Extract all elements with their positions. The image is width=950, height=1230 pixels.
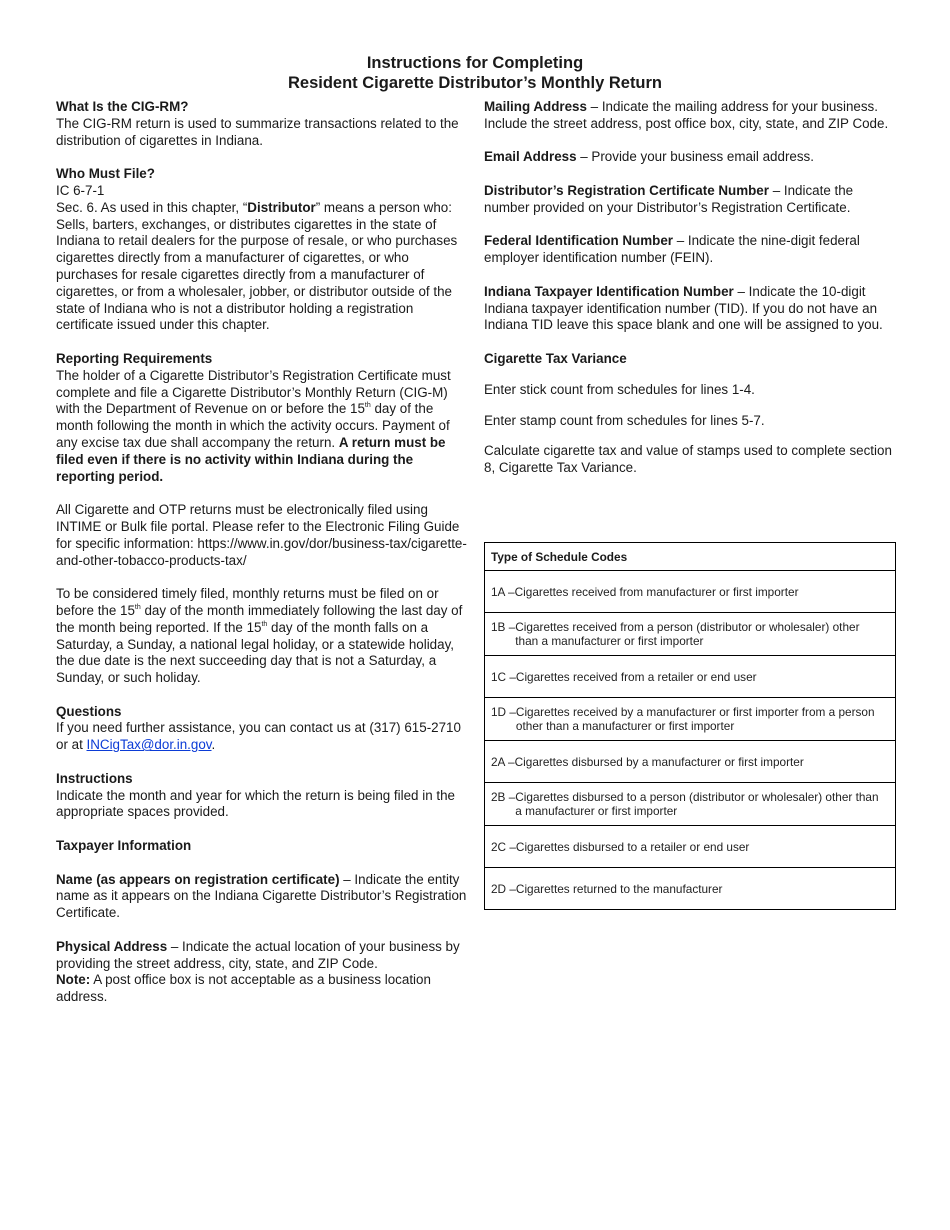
name-label: Name (as appears on registration certificate) [56, 871, 340, 887]
section-mailing [484, 99, 896, 133]
reporting-sup: th [364, 402, 371, 410]
section-physical [56, 939, 468, 1006]
schedule-code: 1A – [491, 584, 515, 599]
table-row [485, 656, 895, 698]
schedule-code: 1B – [491, 620, 516, 634]
section-stamp [484, 413, 896, 430]
physical-label: Physical Address [56, 938, 168, 954]
schedule-description: Cigarettes disbursed to a person (distributor or wholesaler) other than a manufacturer or first importer [515, 790, 879, 818]
reporting-text-post: day of the month following the month in which the activity occurs. Payment of any excise tax due shall accompany the return. [56, 401, 450, 450]
table-row [485, 783, 895, 826]
schedule-code: 2C – [491, 839, 516, 854]
schedule-code: 2D – [491, 881, 516, 896]
questions-text: If you need further assistance, you can contact us at (317) 615-2710 or at [56, 720, 461, 753]
schedule-description: Cigarettes received from a retailer or end user [515, 669, 757, 684]
who-text-bold: Distributor [247, 199, 316, 215]
who-code: IC 6-7-1 [56, 182, 105, 198]
title-line-2: Resident Cigarette Distributor’s Monthly Return [287, 74, 663, 92]
contact-email-link[interactable]: INCigTax@dor.in.gov [86, 737, 212, 753]
reporting-text-bold: A return must be filed even if there is no activity within Indiana during the reporting period. [56, 434, 446, 484]
right-column [484, 99, 896, 494]
who-text-post: ” means a person who: Sells, barters, exchanges, or distributes cigarettes in the state of Indiana to retail dealers for the purpose of resale, or who purchases cigarettes directly from a manufacturer of cigarettes, or who purchases for resale cigarettes directly from a manufacturer of cigarettes, or from a wholesaler, jobber, or distributor outside of the state of Indiana who is not a distributor holding a registration certificate issued under this chapter. [56, 199, 458, 333]
section-efile [56, 502, 468, 569]
instructions-heading: Instructions [56, 770, 133, 786]
table-row [485, 826, 895, 868]
what-text: The CIG-RM return is used to summarize transactions related to the distribution of cigarettes in Indiana. [56, 115, 459, 148]
section-registration [484, 183, 896, 217]
schedule-codes-table [484, 542, 896, 910]
tid-label: Indiana Taxpayer Identification Number [484, 283, 734, 299]
schedule-description: Cigarettes received by a manufacturer or first importer from a person other than a manufacturer or first importer [515, 705, 875, 733]
who-text-pre: Sec. 6. As used in this chapter, “ [56, 199, 248, 215]
page-title [0, 53, 950, 93]
section-calc [484, 443, 896, 477]
table-row [485, 698, 895, 741]
fein-text: – Indicate the nine-digit federal employer identification number (FEIN). [484, 233, 860, 266]
stamp-text: Enter stamp count from schedules for lines 5-7. [484, 412, 765, 428]
schedule-code: 1D – [491, 705, 516, 719]
schedule-code: 2B – [491, 790, 516, 804]
taxpayer-heading: Taxpayer Information [56, 838, 192, 854]
section-who [56, 166, 468, 334]
physical-text: – Indicate the actual location of your business by providing the street address, city, state, and ZIP Code. [56, 938, 460, 971]
section-email [484, 149, 896, 166]
table-row [485, 571, 895, 613]
section-instructions [56, 771, 468, 821]
title-line-1: Instructions for Completing [366, 54, 584, 72]
timely-text-c: day of the month falls on a Saturday, a Sunday, a national legal holiday, or a statewide holiday, the due date is the next succeeding day that is not a Saturday, a Sunday, or such holiday. [56, 619, 455, 686]
registration-label: Distributor’s Registration Certificate Number [484, 182, 769, 198]
left-column [56, 99, 468, 1023]
email-label: Email Address [484, 149, 577, 165]
fein-label: Federal Identification Number [484, 233, 673, 249]
reporting-heading: Reporting Requirements [56, 350, 213, 366]
tid-text: – Indicate the 10-digit Indiana taxpayer identification number (TID). If you do not have an Indiana TID leave this space blank and one will be assigned to you. [484, 283, 883, 333]
schedule-code: 1C – [491, 669, 516, 684]
section-questions [56, 704, 468, 754]
schedule-description: Cigarettes disbursed to a retailer or end user [515, 839, 750, 854]
table-row [485, 868, 895, 910]
schedule-description: Cigarettes received from manufacturer or first importer [514, 584, 799, 599]
timely-text-b: day of the month immediately following the last day of the month being reported. If the 15 [56, 602, 463, 635]
email-text: – Provide your business email address. [576, 149, 814, 165]
section-name [56, 872, 468, 922]
who-heading: Who Must File? [56, 166, 155, 182]
section-variance [484, 351, 896, 368]
calc-text: Calculate cigarette tax and value of stamps used to complete section 8, Cigarette Tax Variance. [484, 443, 892, 476]
schedule-description: Cigarettes received from a person (distributor or wholesaler) other than a manufacturer or first importer [515, 620, 860, 648]
section-stick [484, 382, 896, 399]
efile-text: All Cigarette and OTP returns must be electronically filed using INTIME or Bulk file portal. Please refer to the Electronic Filing Guide for specific information: https://www.in.gov/dor/business-tax/cigarette-and-other-tobacco-products-tax/ [56, 502, 467, 568]
stick-text: Enter stick count from schedules for lines 1-4. [484, 381, 755, 397]
questions-heading: Questions [56, 703, 122, 719]
questions-end: . [211, 737, 216, 753]
variance-heading: Cigarette Tax Variance [484, 350, 627, 366]
section-fein [484, 233, 896, 267]
schedule-description: Cigarettes disbursed by a manufacturer or first importer [514, 754, 804, 769]
note-text: A post office box is not acceptable as a business location address. [56, 972, 431, 1005]
timely-sup-2: th [261, 620, 268, 628]
section-what [56, 99, 468, 149]
what-heading: What Is the CIG-RM? [56, 99, 189, 114]
timely-text-a: To be considered timely filed, monthly returns must be filed on or before the 15 [56, 586, 439, 618]
section-tid [484, 284, 896, 334]
table-row [485, 741, 895, 783]
mailing-label: Mailing Address [484, 99, 587, 114]
reporting-text-pre: The holder of a Cigarette Distributor’s Registration Certificate must complete and file a Cigarette Distributor’s Monthly Return (CIG-M) with the Department of Revenue on or before the 15 [56, 367, 451, 417]
name-text: – Indicate the entity name as it appears on the Indiana Cigarette Distributor’s Registration Certificate. [56, 871, 467, 921]
schedule-code: 2A – [491, 754, 515, 769]
instructions-text: Indicate the month and year for which the return is being filed in the appropriate spaces provided. [56, 787, 455, 820]
schedule-codes-header: Type of Schedule Codes [485, 543, 895, 571]
mailing-text: – Indicate the mailing address for your business. Include the street address, post office box, city, state, and ZIP Code. [484, 99, 889, 131]
section-timely [56, 586, 468, 687]
table-row [485, 613, 895, 656]
timely-sup-1: th [134, 603, 141, 611]
section-taxpayer-heading [56, 838, 468, 855]
section-reporting [56, 351, 468, 485]
schedule-description: Cigarettes returned to the manufacturer [515, 881, 723, 896]
note-label: Note: [56, 972, 91, 988]
registration-text: – Indicate the number provided on your Distributor’s Registration Certificate. [484, 182, 854, 215]
